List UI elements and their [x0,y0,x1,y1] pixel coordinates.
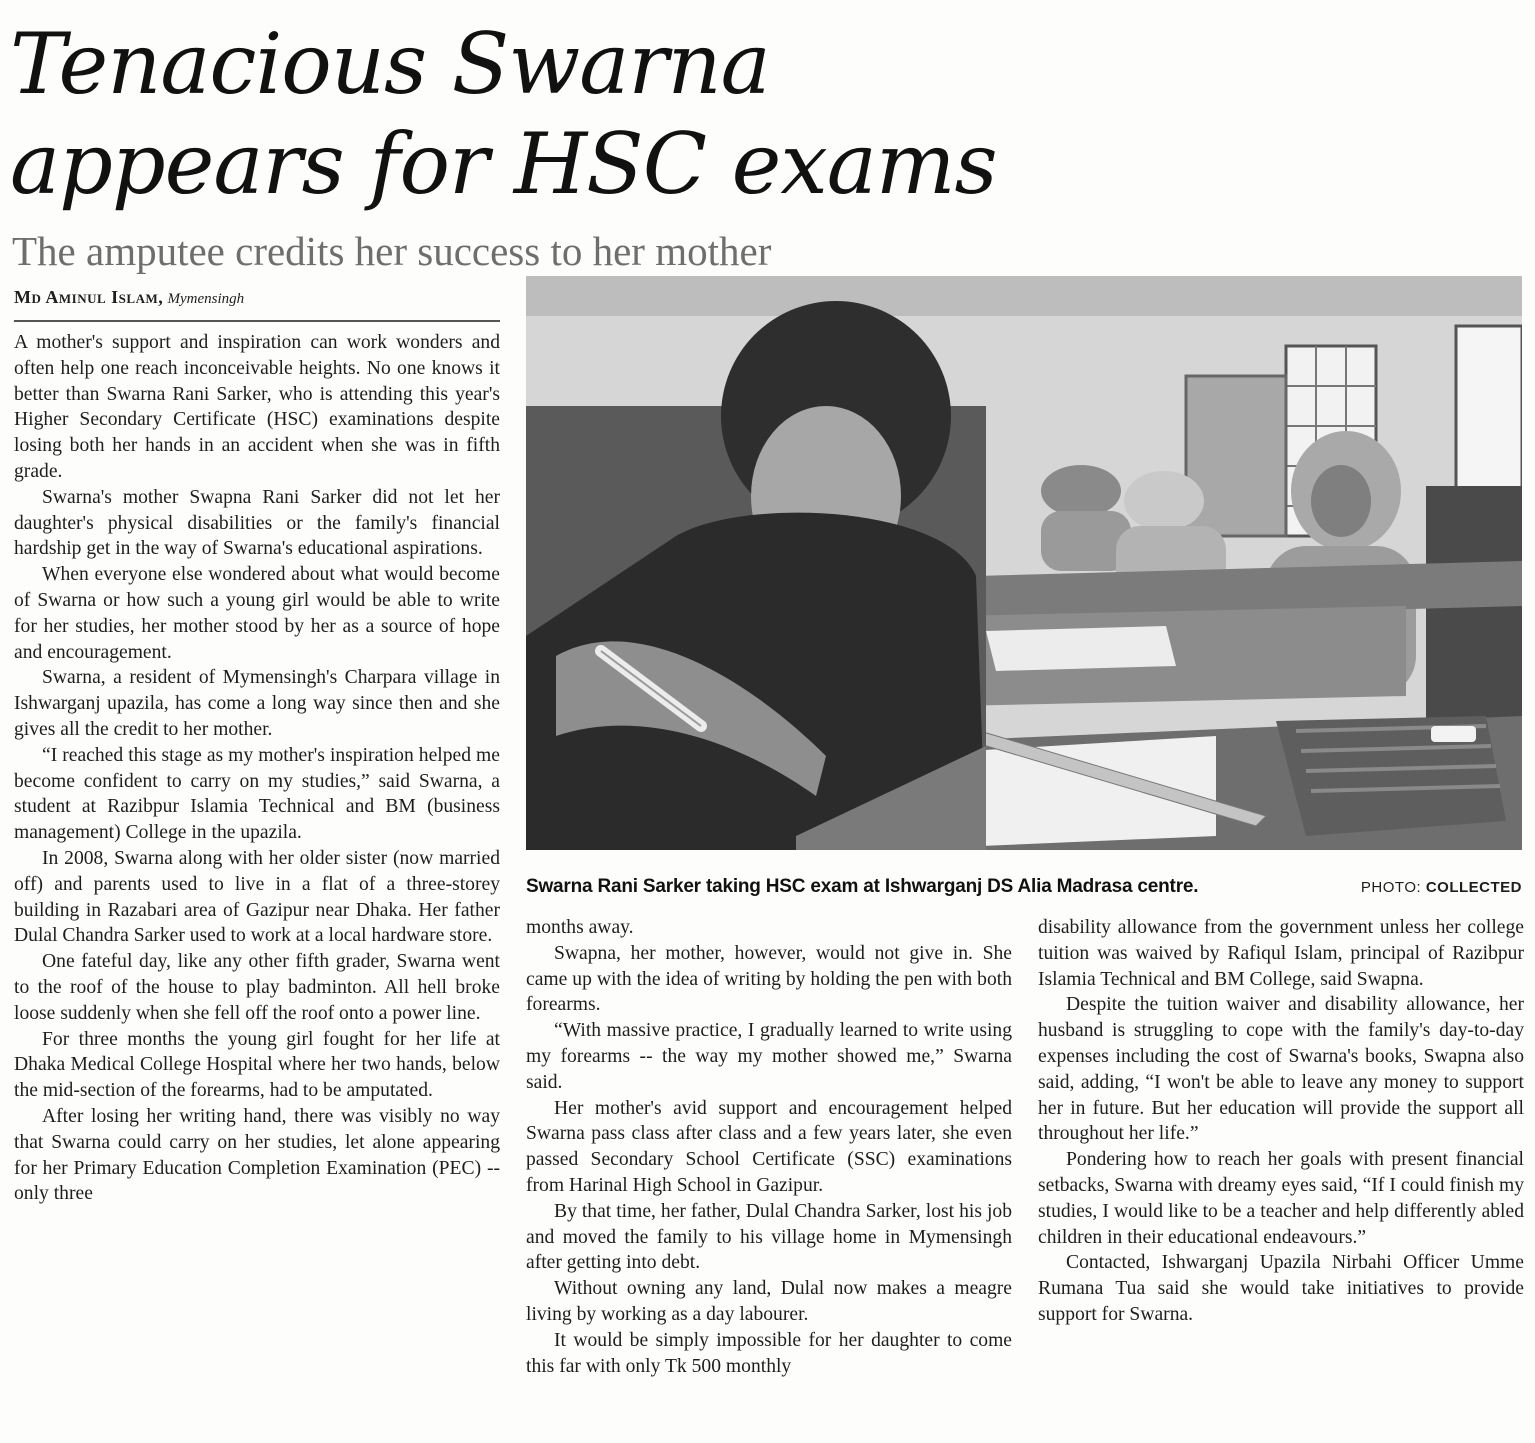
paragraph: One fateful day, like any other fifth grader, Swarna went to the roof of the house to play badminton. All hell broke loose suddenly when she fell off the roof onto a power line. [14,951,500,1024]
byline-author: Md Aminul Islam, [14,287,164,307]
paragraph: Despite the tuition waiver and disability allowance, her husband is struggling to cope with the family's day-to-day expenses including the cost of Swarna's books, Swapna also said, adding, “I won't be able to leave any money to support her in future. But her education will provide the support all throughout her life.” [1038,994,1524,1145]
headline: Tenacious Swarna appears for HSC exams [10,15,997,213]
paragraph: Without owning any land, Dulal now makes a meagre living by working as a day labourer. [526,1278,1012,1325]
paragraph: By that time, her father, Dulal Chandra Sarker, lost his job and moved the family to his village home in Mymensingh after getting into debt. [526,1200,1012,1274]
paragraph: months away. [526,917,634,938]
paragraph: After losing her writing hand, there was visibly no way that Swarna could carry on her studies, let alone appearing for her Primary Education Completion Examination (PEC) -- only three [14,1105,500,1205]
photo-credit [1361,879,1522,896]
photo-illustration [526,276,1522,850]
paragraph: “With massive practice, I gradually learned to write using my forearms -- the way my mother showed me,” Swarna said. [526,1020,1012,1093]
exam-hall-photo [526,276,1522,850]
paragraph: Contacted, Ishwarganj Upazila Nirbahi Officer Umme Rumana Tua said she would take initiatives to provide support for Swarna. [1038,1252,1524,1325]
paragraph: In 2008, Swarna along with her older sister (now married off) and parents used to live in a flat of a three-storey building in Razabari area of Gazipur near Dhaka. Her father Dulal Chandra Sarker used to work at a local hardware store. [14,847,500,947]
paragraph: It would be simply impossible for her daughter to come this far with only Tk 500 monthly [526,1329,1012,1377]
byline-location: Mymensingh [167,291,245,307]
paragraph: For three months the young girl fought for her life at Dhaka Medical College Hospital where her two hands, below the mid-section of the forearms, had to be amputated. [14,1028,500,1102]
article-column-2 [526,915,1012,1425]
credit-prefix: PHOTO: [1360,879,1422,896]
paragraph: Swapna, her mother, however, would not give in. She came up with the idea of writing by holding the pen with both forearms. [526,942,1012,1016]
paragraph: Pondering how to reach her goals with present financial setbacks, Swarna with dreamy eyes said, “If I could finish my studies, I would like to be a teacher and help differently abled children in their educational endeavours.” [1038,1149,1524,1248]
paragraph: A mother's support and inspiration can work wonders and often help one reach inconceivable heights. No one knows it better than Swarna Rani Sarker, who is attending this year's Higher Secondary Certificate (HSC) examinations despite losing both her hands in an accident when she was in fifth grade. [14,332,500,482]
paragraph: Swarna, a resident of Mymensingh's Charpara village in Ishwarganj upazila, has come a long way since then and she gives all the credit to her mother. [14,667,500,740]
subheadline: The amputee credits her success to her mother [12,228,772,274]
paragraph: Swarna's mother Swapna Rani Sarker did not let her daughter's physical disabilities or the family's financial hardship get in the way of Swarna's educational aspirations. [14,486,500,560]
article-column-3 [1038,915,1524,1425]
paragraph: Her mother's avid support and encouragement helped Swarna pass class after class and a few years later, she even passed Secondary School Certificate (SSC) examinations from Harinal High School in Gazipur. [526,1097,1012,1196]
paragraph: disability allowance from the government unless her college tuition was waived by Rafiqul Islam, principal of Razibpur Islamia Technical and BM College, said Swapna. [1038,917,1524,990]
paragraph: “I reached this stage as my mother's inspiration helped me become confident to carry on my studies,” said Swarna, a student at Razibpur Islamia Technical and BM (business management) College in the upazila. [14,744,500,844]
paragraph: When everyone else wondered about what would become of Swarna or how such a young girl would be able to write for her studies, her mother stood by her as a source of hope and encouragement. [14,564,500,663]
article-column-1 [14,330,500,1425]
caption-text: Swarna Rani Sarker taking HSC exam at Ishwarganj DS Alia Madrasa centre. [526,876,1199,897]
credit-name: COLLECTED [1425,879,1522,896]
byline [14,286,500,322]
photo-caption [526,876,1522,902]
